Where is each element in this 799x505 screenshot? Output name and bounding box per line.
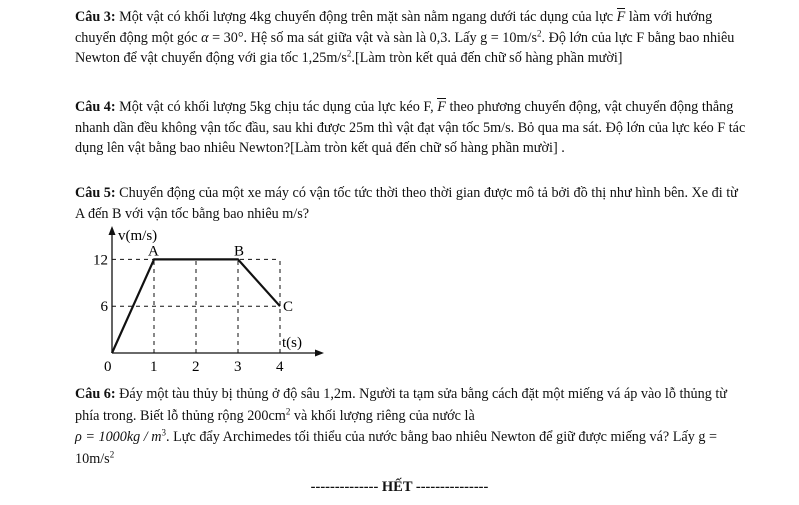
superscript: 2 (536, 27, 542, 38)
point-label-c: C (283, 299, 294, 316)
force-vector-symbol: F (437, 97, 446, 118)
y-axis-arrow (109, 226, 116, 235)
question-6-text-c: . Lực đẩy Archimedes tối thiểu của nước bằng bao nhiêu Newton để giữ được miếng vá? Lấy g = 10m/s (75, 429, 717, 467)
superscript: 3 (161, 427, 167, 438)
question-3-text-b: làm với hướng chuyển động một góc (75, 9, 713, 46)
point-label-b: B (234, 243, 245, 260)
superscript: 2 (346, 48, 352, 59)
question-3 (75, 7, 747, 69)
end-marker: -------------- HẾT --------------- (310, 479, 489, 495)
question-4 (75, 97, 747, 159)
question-6-label: Câu 6: (75, 386, 116, 402)
y-tick-label: 12 (93, 252, 108, 269)
question-4-text-a: Một vật có khối lượng 5kg chịu tác dụng của lực kéo F, (115, 99, 438, 115)
x-axis-label: t(s) (282, 335, 302, 351)
superscript: 2 (285, 405, 291, 416)
question-4-text-b: theo phương chuyển động, vật chuyển động thẳng nhanh dần đều không vận tốc đầu, sau khi được 25m thì vật đạt vận tốc 5m/s. Bỏ qua ma sát. Độ lớn của lực kéo F tác dụng lên vật bằng bao nhiêu Newton?[Làm tròn kết quả đến chữ số hàng phần mười] . (75, 99, 746, 156)
x-axis-arrow (315, 350, 324, 357)
x-tick-label: 0 (104, 359, 112, 375)
question-5 (75, 183, 747, 224)
velocity-time-chart (85, 222, 335, 377)
question-3-text-a: Một vật có khối lượng 4kg chuyển động trên mặt sàn nằm ngang dưới tác dụng của lực (115, 9, 617, 25)
x-tick-label: 1 (150, 359, 158, 375)
density-formula: ρ = 1000kg / m (75, 429, 162, 445)
question-4-label: Câu 4: (75, 99, 116, 115)
x-tick-label: 3 (234, 359, 242, 375)
y-tick-label: 6 (100, 299, 108, 316)
alpha-symbol: α (201, 29, 209, 46)
y-axis-label: v(m/s) (118, 228, 158, 244)
question-6-text-b: và khối lượng riêng của nước là (290, 407, 475, 424)
force-vector-symbol: F (617, 7, 626, 28)
question-3-label: Câu 3: (75, 9, 116, 25)
x-tick-label: 4 (276, 359, 284, 375)
question-3-text-c: = 30°. Hệ số ma sát giữa vật và sàn là 0,3. Lấy g = 10m/s (208, 29, 537, 46)
question-5-text: Chuyển động của một xe máy có vận tốc tức thời theo thời gian được mô tả bởi đồ thị như hình bên. Xe đi từ A đến B với vận tốc bằng bao nhiêu m/s? (75, 185, 738, 222)
x-tick-label: 2 (192, 359, 200, 375)
question-6-text-a: Đáy một tàu thủy bị thủng ở độ sâu 1,2m. Người ta tạm sửa bằng cách đặt một miếng vá áp vào lỗ thủng từ phía trong. Biết lỗ thủng rộng 200cm (75, 386, 727, 424)
question-3-text-e: .[Làm tròn kết quả đến chữ số hàng phần mười] (351, 50, 623, 66)
superscript: 2 (109, 448, 115, 459)
question-3-text-d: . Độ lớn của lực F bằng bao nhiêu Newton để vật chuyển động với gia tốc 1,25m/s (75, 29, 735, 66)
question-5-label: Câu 5: (75, 185, 116, 201)
question-6 (75, 384, 747, 470)
point-label-a: A (148, 243, 159, 260)
